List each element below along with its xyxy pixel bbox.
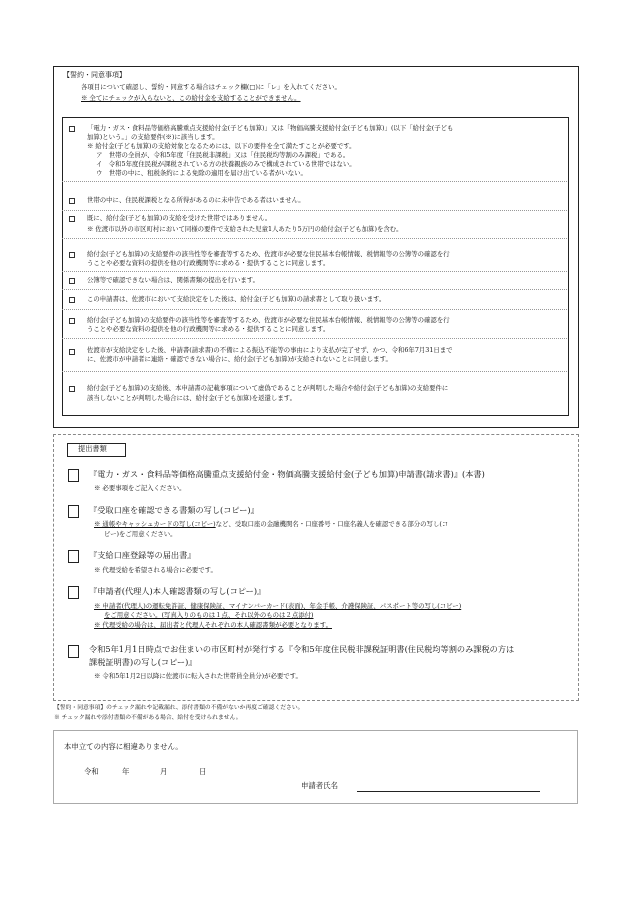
oath-item-text: 「電力・ガス・食料品等価格高騰重点支援給付金(子ども加算)」又は「物価高騰支援給付金(子ども加算)」(以下「給付金(子ども [87,124,454,132]
oath-checkbox[interactable] [69,297,75,303]
oath-intro: 各項目について確認し、誓約・同意する場合はチェック欄(□)に「レ」を入れてください。 [81,83,341,91]
date-year: 年 [122,767,130,776]
oath-title: 【誓約・同意事項】 [63,71,126,79]
applicant-name-field[interactable] [357,781,540,792]
document-checkbox[interactable] [68,645,79,658]
footnote: 【誓約・同意事項】のチェック漏れや記載漏れ、添付書類の不備がないか再度ご確認ください。 [54,705,304,711]
divider [62,271,567,272]
document-note: ※ 代理受給の場合は、届出者と代理人それぞれの本人確認書類が必要となります。 [94,621,332,629]
oath-checkbox[interactable] [69,252,75,258]
divider [62,238,567,239]
oath-checkbox[interactable] [69,318,75,324]
oath-item-text: に、佐渡市が申請者に連絡・確認できない場合に、給付金(子ども加算)が支給されないことに同意します。 [87,355,392,363]
document-title: 『受取口座を確認できる書類の写し(コピー)』 [89,505,259,515]
oath-item-note: ウ 世帯の中に、租税条約による免除の適用を届け出ている者がいない。 [96,169,307,177]
document-checkbox[interactable] [68,469,79,482]
document-note: ※ 令和5年1月2日以降に佐渡市に転入された世帯員全員分)が必要です。 [94,672,302,680]
oath-item-text: 給付金(子ども加算)の支給後、本申請書の記載事項について虚偽であることが判明した場合や給付金(子ども加算)の支給要件に [87,384,449,392]
date-era: 令和 [84,767,99,776]
oath-item-text: うことや必要な資料の提供を他の行政機関等に求める・提供することに同意します。 [87,259,330,267]
oath-checkbox[interactable] [69,386,75,392]
oath-item-text: 佐渡市が支給決定をした後、申請書(請求書)の不備による振込不能等の事由により支払が完了せず、かつ、令和6年7月31日まで [87,346,453,354]
document-note: ※ 代理受給を希望される場合に必要です。 [94,566,217,574]
oath-item-text: 給付金(子ども加算)の支給要件の該当性等を審査等するため、佐渡市が必要な住民基本台帳情報、税情報等の公簿等の確認を行 [87,250,450,258]
document-title: 『支給口座登録等の届出書』 [89,550,196,560]
document-note: ※ 必要事項をご記入ください。 [94,484,186,492]
divider [62,371,567,372]
document-note: をご用意ください。(写真入りのものは１点、それ以外のものは２点添付) [104,611,314,619]
oath-item-text: 該当しないことが判明した場合には、給付金(子ども加算)を返還します。 [87,394,296,402]
document-checkbox[interactable] [68,550,79,563]
divider [62,210,567,211]
date-day: 日 [199,767,207,776]
divider [62,338,567,339]
divider [62,181,567,182]
document-title: 令和5年1月1日時点でお住まいの市区町村が発行する『令和5年度住民税非課税証明書(住民税均等割のみ課税の方は [89,644,515,654]
oath-item-text: 公簿等で確認できない場合は、関係書類の提出を行います。 [87,276,260,284]
document-title: 課税証明書)の写し(コピー)』 [89,657,197,667]
divider [62,309,567,310]
document-title: 『電力・ガス・食料品等価格高騰重点支援給付金・物価高騰支援給付金(子ども加算)申請書(請求書)』(本書) [89,469,485,479]
document-note [94,520,448,529]
oath-item-text: この申請書は、佐渡市において支給決定をした後は、給付金(子ども加算)の請求書として取り扱います。 [87,295,386,303]
document-title: 『申請者(代理人)本人確認書類の写し(コピー)』 [89,586,266,596]
oath-item-text: 世帯の中に、住民税課税となる所得があるのに未申告である者はいません。 [87,196,305,204]
oath-item-text: 既に、給付金(子ども加算)の支給を受けた世帯ではありません。 [87,214,272,222]
date-month: 月 [160,767,168,776]
footnote: ※ チェック漏れや添付書類の不備がある場合、給付を受けられません。 [54,715,242,721]
oath-checkbox[interactable] [69,198,75,204]
applicant-name-label: 申請者氏名 [301,781,338,790]
oath-item-note: ※ 佐渡市以外の市区町村において同様の要件で支給された児童1人あたり5万円の給付金(子ども加算)を含む。 [87,225,403,233]
oath-item-text: 加算)という。」の支給要件(※)に該当します。 [87,133,219,141]
document-checkbox[interactable] [68,505,79,518]
oath-checkbox[interactable] [69,216,75,222]
document-note: ※ 申請者(代理人)の運転免許証、健康保険証、マイナンバーカード(表面)、年金手帳、介護保険証、パスポート等の写し(コピー) [94,602,462,610]
documents-title: 提出書類 [78,444,107,453]
oath-item-note: ※ 給付金(子ども加算)の支給対象となるためには、以下の要件を全て満たすことが必要です。 [87,142,356,150]
oath-item-text: うことや必要な資料の提供を他の行政機関等に求める・提供することに同意します。 [87,325,330,333]
document-note: ピー)をご用意ください。 [104,530,177,538]
oath-item-text: 給付金(子ども加算)の支給要件の該当性等を審査等するため、佐渡市が必要な住民基本台帳情報、税情報等の公簿等の確認を行 [87,316,450,324]
oath-notice: ※ 全てにチェックが入らないと、この給付金を支給することができません。 [81,94,301,102]
divider [62,289,567,290]
document-note-underlined: ※ 通帳やキャッシュカードの写し(コピー) [94,520,216,528]
oath-checkbox[interactable] [69,278,75,284]
declaration-statement: 本申立ての内容に相違ありません。 [64,742,183,751]
oath-checkbox[interactable] [69,349,75,355]
document-checkbox[interactable] [68,586,79,599]
oath-checkbox[interactable] [69,126,75,132]
document-note-rest: など、受取口座の金融機関名・口座番号・口座名義人を確認できる部分の写し(コ [215,520,449,528]
oath-item-note: ア 世帯の全員が、令和5年度「住民税非課税」又は「住民税均等割のみ課税」である。 [96,151,350,159]
oath-item-note: イ 令和5年度住民税が課税されている方の扶養親族のみで構成されている世帯ではない。 [96,160,356,168]
